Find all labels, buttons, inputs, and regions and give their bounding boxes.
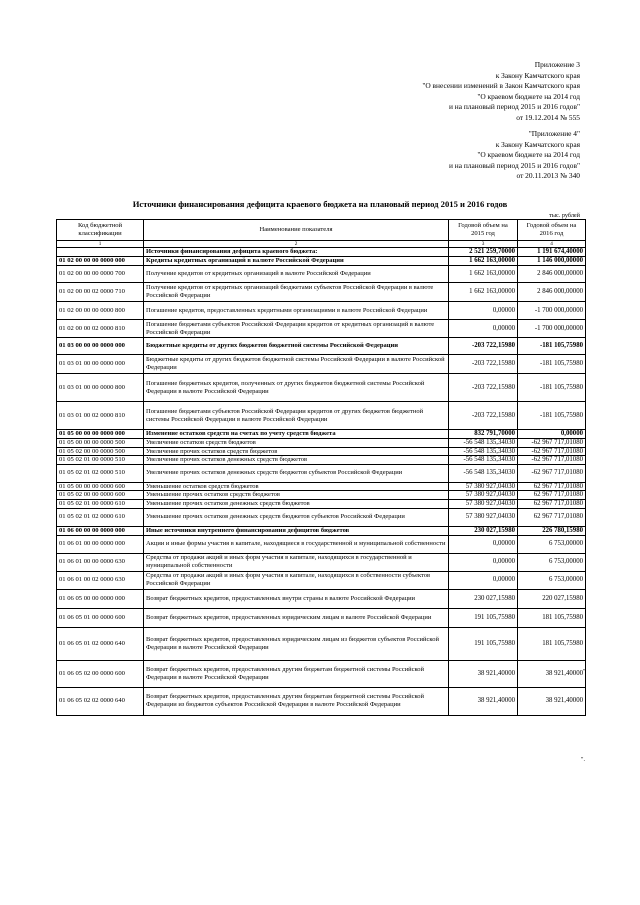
row-value-2016: -1 700 000,00000 — [518, 320, 586, 338]
table-row — [57, 320, 586, 338]
table-row — [57, 283, 586, 302]
row-value-2016: 1 191 674,40000 — [518, 248, 586, 257]
table-row — [57, 687, 586, 715]
row-code: 01 05 02 01 02 0000 610 — [57, 508, 144, 526]
table-row — [57, 439, 586, 448]
table-row — [57, 374, 586, 402]
col-header-2016: Годовой объем на 2016 год — [518, 220, 586, 241]
row-value-2015: 230 027,15980 — [449, 526, 518, 535]
row-value-2015: 38 921,40000 — [449, 660, 518, 687]
row-value-2015: 57 380 927,04030 — [449, 499, 518, 508]
table-row — [57, 589, 586, 608]
table-row — [57, 608, 586, 627]
row-value-2016: -62 967 717,01080 — [518, 439, 586, 448]
table-row — [57, 302, 586, 320]
table-row — [57, 491, 586, 500]
table-row — [57, 627, 586, 660]
row-value-2015: 1 662 163,00000 — [449, 266, 518, 283]
row-code: 01 02 00 00 02 0000 810 — [57, 320, 144, 338]
row-name: Акции и иные формы участия в капитале, находящиеся в государственной и муниципальной собственности — [144, 535, 449, 553]
row-value-2015: 38 921,40000 — [449, 687, 518, 715]
row-name: Уменьшение прочих остатков средств бюджетов — [144, 491, 449, 500]
row-code: 01 05 02 01 02 0000 510 — [57, 464, 144, 482]
row-value-2016: -62 967 717,01080 — [518, 447, 586, 456]
row-code: 01 03 01 00 00 0000 000 — [57, 355, 144, 374]
row-value-2015: 57 380 927,04030 — [449, 491, 518, 500]
table-row — [57, 355, 586, 374]
row-value-2016: 62 967 717,01080 — [518, 499, 586, 508]
row-value-2015: 0,00000 — [449, 302, 518, 320]
row-name: Уменьшение остатков средств бюджетов — [144, 482, 449, 491]
row-value-2015: 1 662 163,00000 — [449, 283, 518, 302]
row-value-2016: 6 753,00000 — [518, 571, 586, 589]
appendix-header-current — [422, 60, 580, 124]
row-name: Кредиты кредитных организаций в валюте Российской Федерации — [144, 257, 449, 266]
table-row — [57, 257, 586, 266]
row-name: Уменьшение прочих остатков денежных средств бюджетов — [144, 499, 449, 508]
row-value-2016: 38 921,40000 — [518, 687, 586, 715]
header-line: от 19.12.2014 № 555 — [516, 112, 580, 122]
table-body — [57, 248, 586, 716]
row-value-2015: -56 548 135,34030 — [449, 447, 518, 456]
row-name: Возврат бюджетных кредитов, предоставленных другим бюджетам бюджетной системы Российской Федерации из бюджетов субъектов Российской Федерации в валюте Российской Федерации — [144, 687, 449, 715]
table-row — [57, 456, 586, 465]
row-value-2015: 230 027,15980 — [449, 589, 518, 608]
row-value-2015: 832 791,70000 — [449, 430, 518, 439]
page-title: Источники финансирования дефицита краевого бюджета на плановый период 2015 и 2016 годов — [132, 199, 508, 209]
row-code: 01 05 00 00 00 0000 000 — [57, 430, 144, 439]
column-numbers-row — [57, 241, 586, 248]
row-code: 01 06 05 02 00 0000 600 — [57, 660, 144, 687]
row-name: Получение кредитов от кредитных организаций в валюте Российской Федерации — [144, 266, 449, 283]
row-name: Увеличение прочих остатков средств бюджетов — [144, 447, 449, 456]
header-line: "О краевом бюджете на 2014 год — [477, 150, 580, 160]
row-value-2016: 38 921,40000 — [518, 660, 586, 687]
row-value-2016: -181 105,75980 — [518, 402, 586, 430]
row-code: 01 03 01 00 02 0000 810 — [57, 402, 144, 430]
table-row — [57, 571, 586, 589]
table-row — [57, 535, 586, 553]
row-name: Возврат бюджетных кредитов, предоставленных юридическим лицам в валюте Российской Федерации — [144, 608, 449, 627]
budget-sources-table — [56, 219, 586, 716]
row-name: Получение кредитов от кредитных организаций бюджетами субъектов Российской Федерации в валюте Российской Федерации — [144, 283, 449, 302]
table-row — [57, 447, 586, 456]
header-line: "О краевом бюджете на 2014 год — [477, 91, 580, 101]
row-value-2016: 1 146 000,00000 — [518, 257, 586, 266]
row-code — [57, 248, 144, 257]
col-number: 2 — [144, 241, 449, 248]
header-line: к Закону Камчатского края — [495, 139, 580, 149]
row-name: Средства от продажи акций и иных форм участия в капитале, находящихся в собственности субъектов Российской Федерации — [144, 571, 449, 589]
table-row — [57, 430, 586, 439]
col-number: 1 — [57, 241, 144, 248]
row-code: 01 02 00 00 00 0000 000 — [57, 257, 144, 266]
row-code: 01 05 02 00 00 0000 500 — [57, 447, 144, 456]
row-name: Увеличение прочих остатков денежных средств бюджетов — [144, 456, 449, 465]
row-value-2015: 0,00000 — [449, 571, 518, 589]
row-value-2016: 62 967 717,01080 — [518, 508, 586, 526]
col-header-2015: Годовой объем на 2015 год — [449, 220, 518, 241]
row-code: 01 06 01 00 00 0000 000 — [57, 535, 144, 553]
closing-quote-mark: " — [583, 669, 586, 675]
row-name: Источники финансирования дефицита краевого бюджета: — [144, 248, 449, 257]
row-value-2016: 2 846 000,00000 — [518, 266, 586, 283]
row-value-2016: 6 753,00000 — [518, 535, 586, 553]
row-value-2016: 62 967 717,01080 — [518, 491, 586, 500]
row-code: 01 06 05 02 02 0000 640 — [57, 687, 144, 715]
row-code: 01 03 00 00 00 0000 000 — [57, 338, 144, 355]
header-line: "Приложение 4" — [528, 129, 580, 138]
row-value-2016: 181 105,75980 — [518, 608, 586, 627]
row-code: 01 05 02 01 00 0000 510 — [57, 456, 144, 465]
row-code: 01 02 00 00 02 0000 710 — [57, 283, 144, 302]
row-name: Уменьшение прочих остатков денежных средств бюджетов субъектов Российской Федерации — [144, 508, 449, 526]
table-row — [57, 464, 586, 482]
table-row — [57, 553, 586, 571]
row-value-2016: -181 105,75980 — [518, 374, 586, 402]
units-label: тыс. рублей — [549, 212, 580, 219]
table-row — [57, 338, 586, 355]
row-name: Увеличение прочих остатков денежных средств бюджетов субъектов Российской Федерации — [144, 464, 449, 482]
table-row — [57, 526, 586, 535]
row-name: Бюджетные кредиты от других бюджетов бюджетной системы Российской Федерации — [144, 338, 449, 355]
row-code: 01 05 02 00 00 0000 600 — [57, 491, 144, 500]
row-value-2016: 2 846 000,00000 — [518, 283, 586, 302]
row-value-2015: 0,00000 — [449, 320, 518, 338]
row-code: 01 06 05 00 00 0000 000 — [57, 589, 144, 608]
row-value-2016: 226 780,15980 — [518, 526, 586, 535]
row-code: 01 06 00 00 00 0000 000 — [57, 526, 144, 535]
header-line: от 20.11.2013 № 340 — [516, 171, 580, 181]
table-row — [57, 499, 586, 508]
row-value-2015: -56 548 135,34030 — [449, 439, 518, 448]
closing-quote-mark-end: ". — [581, 757, 585, 763]
row-name: Изменение остатков средств на счетах по учету средств бюджета — [144, 430, 449, 439]
row-value-2015: -203 722,15980 — [449, 402, 518, 430]
row-value-2015: -203 722,15980 — [449, 374, 518, 402]
row-name: Возврат бюджетных кредитов, предоставленных другим бюджетам бюджетной системы Российской Федерации в валюте Российской Федерации — [144, 660, 449, 687]
row-value-2015: 0,00000 — [449, 535, 518, 553]
row-value-2016: -181 105,75980 — [518, 338, 586, 355]
row-value-2015: -203 722,15980 — [449, 338, 518, 355]
row-name: Погашение кредитов, предоставленных кредитными организациями в валюте Российской Федерации — [144, 302, 449, 320]
row-code: 01 06 01 00 02 0000 630 — [57, 571, 144, 589]
row-name: Погашение бюджетами субъектов Российской Федерации кредитов от кредитных организаций в валюте Российской Федерации — [144, 320, 449, 338]
row-code: 01 05 00 00 00 0000 600 — [57, 482, 144, 491]
row-value-2016: -62 967 717,01080 — [518, 464, 586, 482]
row-value-2015: 191 105,75980 — [449, 627, 518, 660]
col-number: 4 — [518, 241, 586, 248]
table-row — [57, 482, 586, 491]
row-value-2016: 220 027,15980 — [518, 589, 586, 608]
row-value-2016: 181 105,75980 — [518, 627, 586, 660]
row-value-2016: -62 967 717,01080 — [518, 456, 586, 465]
row-code: 01 03 01 00 00 0000 800 — [57, 374, 144, 402]
row-name: Бюджетные кредиты от других бюджетов бюджетной системы Российской Федерации в валюте Российской Федерации — [144, 355, 449, 374]
row-name: Увеличение остатков средств бюджетов — [144, 439, 449, 448]
header-line: "О внесении изменений в Закон Камчатского края — [422, 81, 580, 91]
header-line: к Закону Камчатского края — [495, 70, 580, 80]
header-line: и на плановый период 2015 и 2016 годов" — [448, 160, 580, 170]
row-value-2015: 57 380 927,04030 — [449, 482, 518, 491]
col-header-name: Наименование показателя — [144, 220, 449, 241]
row-name: Средства от продажи акций и иных форм участия в капитале, находящихся в государственной и муниципальной собственности — [144, 553, 449, 571]
table-row — [57, 402, 586, 430]
table-row — [57, 660, 586, 687]
row-code: 01 05 02 01 00 0000 610 — [57, 499, 144, 508]
row-code: 01 02 00 00 00 0000 800 — [57, 302, 144, 320]
row-code: 01 06 05 01 00 0000 600 — [57, 608, 144, 627]
row-code: 01 02 00 00 00 0000 700 — [57, 266, 144, 283]
table-row — [57, 248, 586, 257]
table-row — [57, 266, 586, 283]
row-name: Возврат бюджетных кредитов, предоставленных юридическим лицам из бюджетов субъектов Российской Федерации в валюте Российской Федерации — [144, 627, 449, 660]
row-name: Иные источники внутреннего финансирования дефицитов бюджетов — [144, 526, 449, 535]
header-line: Приложение 3 — [534, 60, 580, 69]
header-line: и на плановый период 2015 и 2016 годов" — [448, 102, 580, 112]
row-value-2015: 0,00000 — [449, 553, 518, 571]
row-name: Погашение бюджетных кредитов, полученных от других бюджетов бюджетной системы Российской Федерации в валюте Российской Федерации — [144, 374, 449, 402]
row-value-2015: -203 722,15980 — [449, 355, 518, 374]
row-value-2015: -56 548 135,34030 — [449, 464, 518, 482]
col-number: 3 — [449, 241, 518, 248]
row-value-2016: 62 967 717,01080 — [518, 482, 586, 491]
row-value-2016: 6 753,00000 — [518, 553, 586, 571]
row-value-2015: 2 521 259,70000 — [449, 248, 518, 257]
row-value-2016: -1 700 000,00000 — [518, 302, 586, 320]
row-value-2015: -56 548 135,34030 — [449, 456, 518, 465]
appendix-header-original — [449, 129, 580, 182]
row-value-2016: 0,00000 — [518, 430, 586, 439]
row-value-2015: 191 105,75980 — [449, 608, 518, 627]
row-value-2015: 57 380 927,04030 — [449, 508, 518, 526]
row-value-2016: -181 105,75980 — [518, 355, 586, 374]
row-code: 01 06 05 01 02 0000 640 — [57, 627, 144, 660]
col-header-code: Код бюджетной классификации — [57, 220, 144, 241]
table-row — [57, 508, 586, 526]
row-value-2015: 1 662 163,00000 — [449, 257, 518, 266]
row-code: 01 06 01 00 00 0000 630 — [57, 553, 144, 571]
row-name: Погашение бюджетами субъектов Российской Федерации кредитов от других бюджетов бюджетной системы Российской Федерации в валюте Российской Федерации — [144, 402, 449, 430]
table-header-row — [57, 220, 586, 241]
row-code: 01 05 00 00 00 0000 500 — [57, 439, 144, 448]
row-name: Возврат бюджетных кредитов, предоставленных внутри страны в валюте Российской Федерации — [144, 589, 449, 608]
